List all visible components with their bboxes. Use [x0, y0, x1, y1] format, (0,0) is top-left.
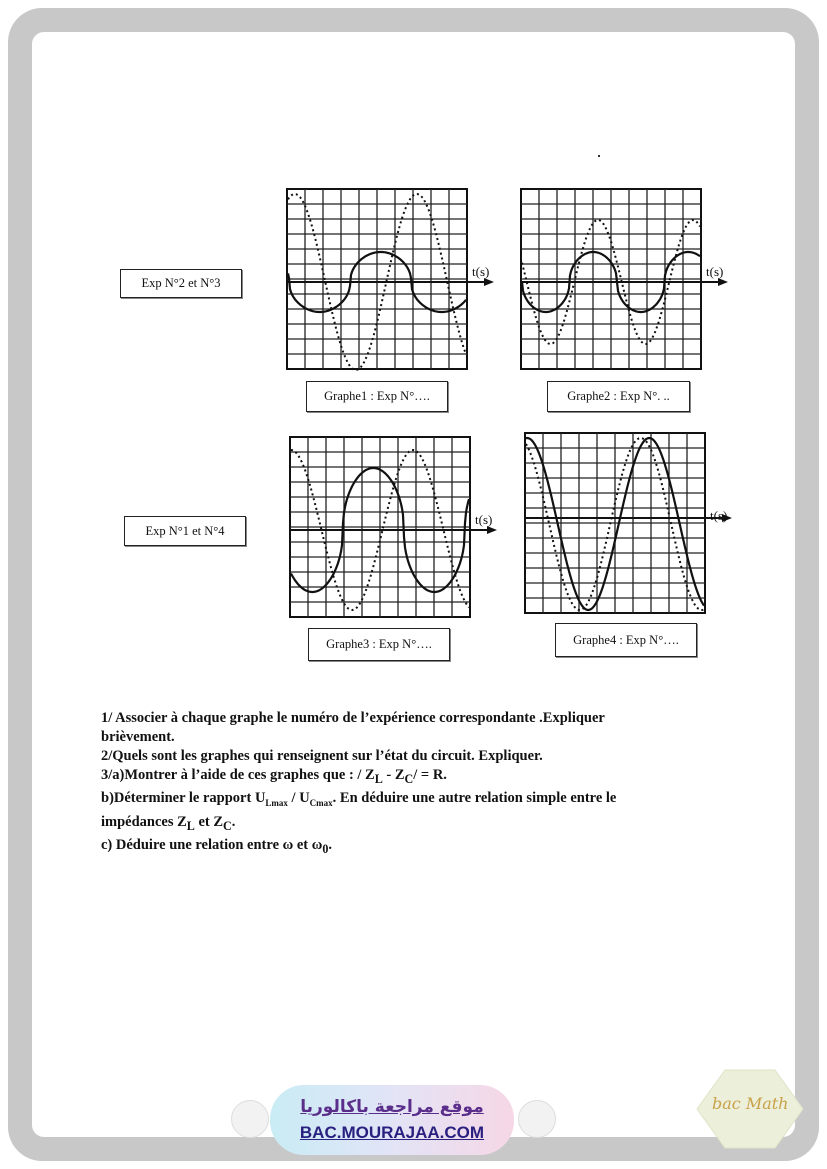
footer-banner[interactable] [270, 1085, 514, 1155]
q3a-sub2: C [404, 771, 414, 786]
q3b-prefix: b)Déterminer le rapport U [101, 789, 266, 806]
graph-3-caption [308, 628, 450, 661]
t-axis-label-3: t(s) [475, 512, 493, 527]
question-2 [101, 747, 701, 766]
graph-2-caption [547, 381, 690, 412]
questions-block [101, 709, 701, 859]
exp-1-4-text: Exp N°1 et N°4 [145, 523, 225, 538]
q3a-mid: - Z [382, 767, 405, 783]
graph-1-caption [306, 381, 448, 412]
q3b-sub1: Lmax [265, 797, 288, 808]
footer-url-link[interactable]: BAC.MOURAJAA.COM [299, 1123, 485, 1142]
graph-4-caption-text: Graphe4 : Exp N°…. [573, 632, 679, 647]
right-site-logo [518, 1100, 556, 1138]
q3b-suffix: . En déduire une autre relation simple entre le [332, 789, 617, 806]
q3a-suffix: / = R. [413, 767, 447, 783]
q3b-line2-sub2: C [223, 818, 232, 833]
question-3b [101, 789, 701, 813]
q3b-line2-suffix: . [231, 813, 236, 830]
q1-line1: 1/ Associer à chaque graphe le numéro de l’expérience correspondante .Expliquer [101, 710, 605, 726]
t-axis-label-1: t(s) [472, 264, 490, 279]
question-3a [101, 766, 701, 789]
q3c-sub: 0 [322, 841, 329, 856]
graph-3-caption-text: Graphe3 : Exp N°…. [326, 637, 432, 651]
graph-4-caption [555, 623, 697, 657]
q3a-sub1: L [374, 771, 383, 786]
q3b-line2-sub1: L [186, 818, 195, 833]
footer-arabic-title[interactable]: موقع مراجعة باكالوريا [300, 1097, 484, 1117]
exp-2-3-label [120, 269, 242, 298]
t-axis-label-2: t(s) [706, 264, 724, 279]
q1-line2: brièvement. [101, 729, 175, 745]
q3b-mid: / U [287, 789, 310, 806]
graph-2-caption-text: Graphe2 : Exp N°. .. [567, 389, 670, 403]
q3c-suffix: . [328, 836, 333, 853]
question-3c [101, 836, 701, 859]
t-axis-label-4: t(s) [710, 508, 728, 523]
q2-text: 2/Quels sont les graphes qui renseignent sur l’état du circuit. Expliquer. [101, 748, 543, 764]
oscillogram-graph-4 [524, 432, 736, 624]
q3b-line2-prefix: impédances Z [101, 813, 187, 830]
q3c-prefix: c) Déduire une relation entre ω et ω [101, 836, 323, 853]
exp-1-4-label [124, 516, 246, 546]
question-1 [101, 709, 701, 728]
q3a-prefix: 3/a)Montrer à l’aide de ces graphes que : / Z [101, 767, 375, 783]
stray-mark [598, 155, 600, 157]
oscillogram-graph-3 [289, 436, 501, 628]
oscillogram-graph-1 [286, 188, 498, 380]
question-3b-cont [101, 813, 701, 836]
q3b-sub2: Cmax [309, 797, 333, 808]
bac-math-logo-text: bac Math [712, 1094, 789, 1113]
q3b-line2-mid: et Z [194, 813, 224, 830]
question-1-cont [101, 728, 701, 747]
graph-1-caption-text: Graphe1 : Exp N°…. [324, 389, 430, 403]
left-site-logo [231, 1100, 269, 1138]
oscillogram-graph-2 [520, 188, 732, 380]
exp-2-3-text: Exp N°2 et N°3 [141, 276, 221, 290]
